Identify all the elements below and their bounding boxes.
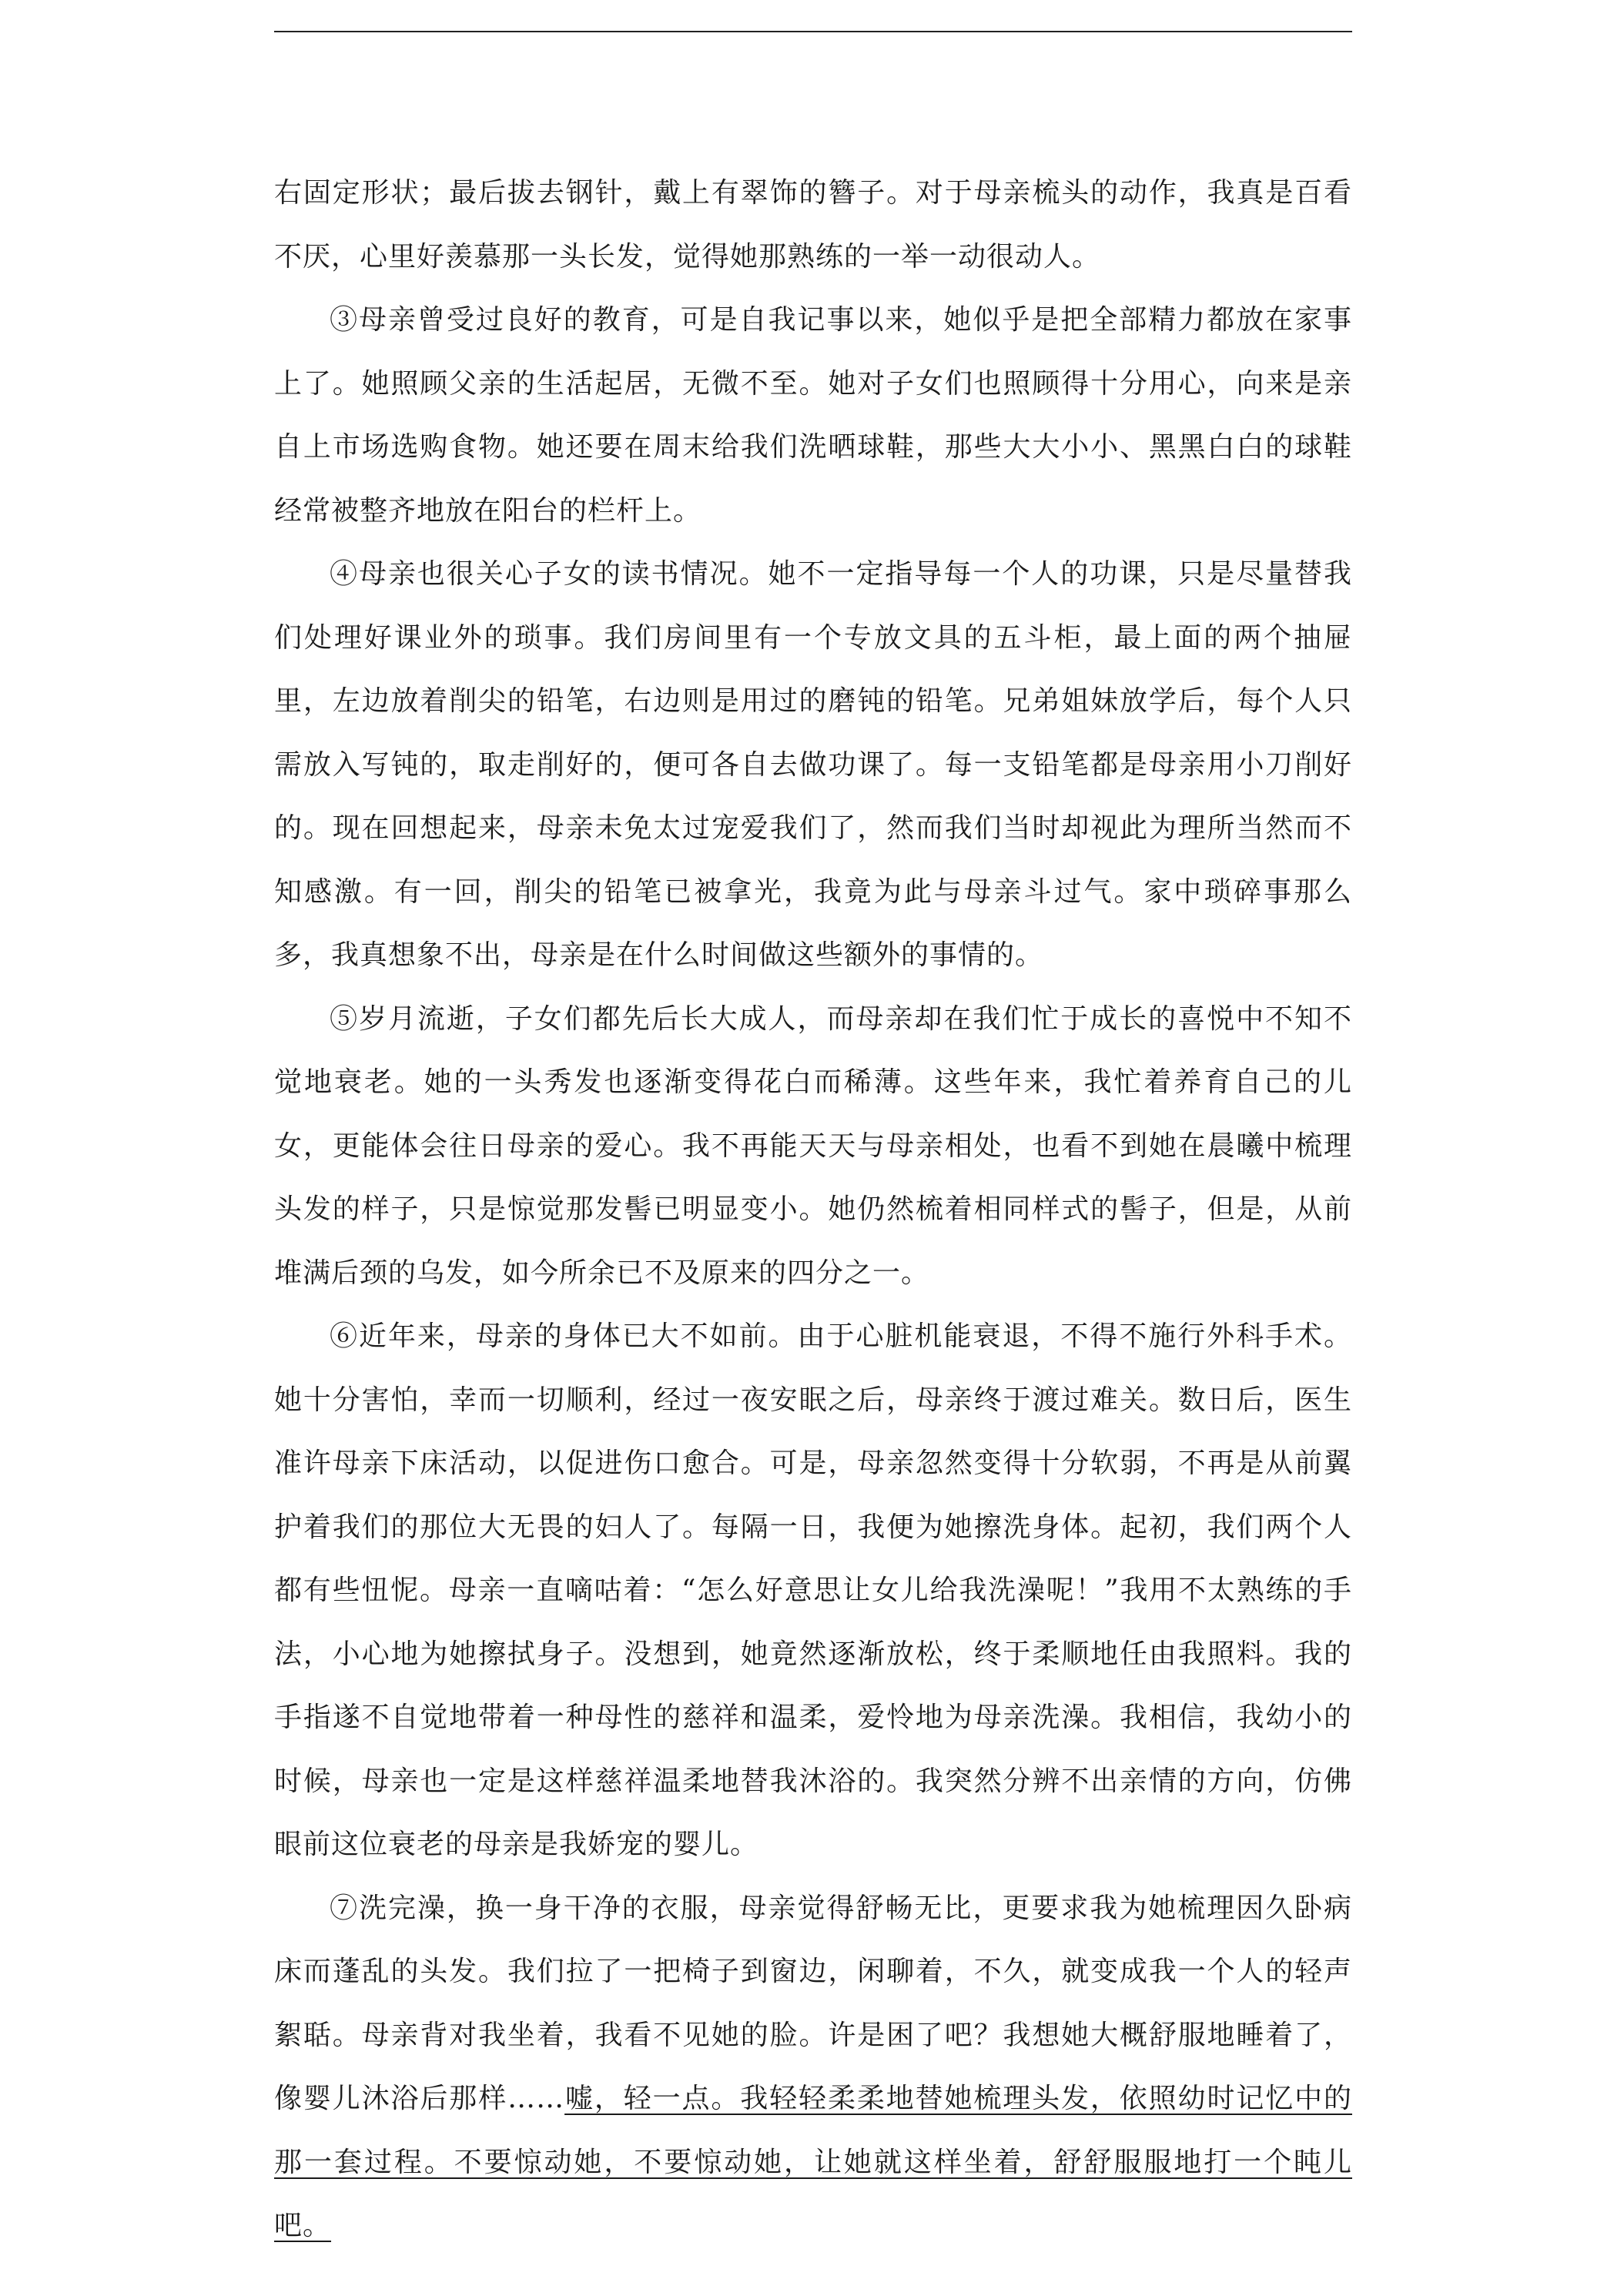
header-rule [274, 31, 1352, 32]
paragraph-text: ⑥近年来，母亲的身体已大不如前。由于心脏机能衰退，不得不施行外科手术。她十分害怕，幸而一切顺利，经过一夜安眠之后，母亲终于渡过难关。数日后，医生准许母亲下床活动，以促进伤口愈合。可是，母亲忽然变得十分软弱，不再是从前翼护着我们的那位大无畏的妇人了。每隔一日，我便为她擦洗身体。起初，我们两个人都有些忸怩。母亲一直嘀咕着：“怎么好意思让女儿给我洗澡呢！”我用不太熟练的手法，小心地为她擦拭身子。没想到，她竟然逐渐放松，终于柔顺地任由我照料。我的手指遂不自觉地带着一种母性的慈祥和温柔，爱怜地为母亲洗澡。我相信，我幼小的时候，母亲也一定是这样慈祥温柔地替我沐浴的。我突然分辨不出亲情的方向，仿佛眼前这位衰老的母亲是我娇宠的婴儿。 [274, 1320, 1352, 1860]
paragraph-4 [274, 543, 1352, 988]
document-body [274, 162, 1352, 2258]
paragraph-text: ③母亲曾受过良好的教育，可是自我记事以来，她似乎是把全部精力都放在家事上了。她照顾父亲的生活起居，无微不至。她对子女们也照顾得十分用心，向来是亲自上市场选购食物。她还要在周末给我们洗晒球鞋，那些大大小小、黑黑白白的球鞋经常被整齐地放在阳台的栏杆上。 [274, 304, 1352, 527]
paragraph-7 [274, 1877, 1352, 2258]
paragraph-text: ⑤岁月流逝，子女们都先后长大成人，而母亲却在我们忙于成长的喜悦中不知不觉地衰老。她的一头秀发也逐渐变得花白而稀薄。这些年来，我忙着养育自己的儿女，更能体会往日母亲的爱心。我不再能天天与母亲相处，也看不到她在晨曦中梳理头发的样子，只是惊觉那发髻已明显变小。她仍然梳着相同样式的髻子，但是，从前堆满后颈的乌发，如今所余已不及原来的四分之一。 [274, 1002, 1352, 1289]
paragraph-6 [274, 1305, 1352, 1877]
paragraph-text: ④母亲也很关心子女的读书情况。她不一定指导每一个人的功课，只是尽量替我们处理好课业外的琐事。我们房间里有一个专放文具的五斗柜，最上面的两个抽屉里，左边放着削尖的铅笔，右边则是用过的磨钝的铅笔。兄弟姐妹放学后，每个人只需放入写钝的，取走削好的，便可各自去做功课了。每一支铅笔都是母亲用小刀削好的。现在回想起来，母亲未免太过宠爱我们了，然而我们当时却视此为理所当然而不知感激。有一回，削尖的铅笔已被拿光，我竟为此与母亲斗过气。家中琐碎事那么多，我真想象不出，母亲是在什么时间做这些额外的事情的。 [274, 558, 1352, 971]
paragraph-continuation [274, 162, 1352, 289]
paragraph-5 [274, 988, 1352, 1306]
paragraph-text: 右固定形状；最后拔去钢针，戴上有翠饰的簪子。对于母亲梳头的动作，我真是百看不厌，心里好羡慕那一头长发，觉得她那熟练的一举一动很动人。 [274, 177, 1352, 273]
paragraph-text: ⑦洗完澡，换一身干净的衣服，母亲觉得舒畅无比，更要求我为她梳理因久卧病床而蓬乱的头发。我们拉了一把椅子到窗边，闲聊着，不久，就变成我一个人的轻声絮聒。母亲背对我坐着，我看不见她的脸。许是困了吧？我想她大概舒服地睡着了，像婴儿沐浴后那样…… [274, 1892, 1352, 2114]
paragraph-3 [274, 289, 1352, 543]
underlined-passage: 嘘，轻一点。我轻轻柔柔地替她梳理头发，依照幼时记忆中的那一套过程。不要惊动她，不要惊动她，让她就这样坐着，舒舒服服地打一个盹儿吧。 [274, 2083, 1352, 2241]
